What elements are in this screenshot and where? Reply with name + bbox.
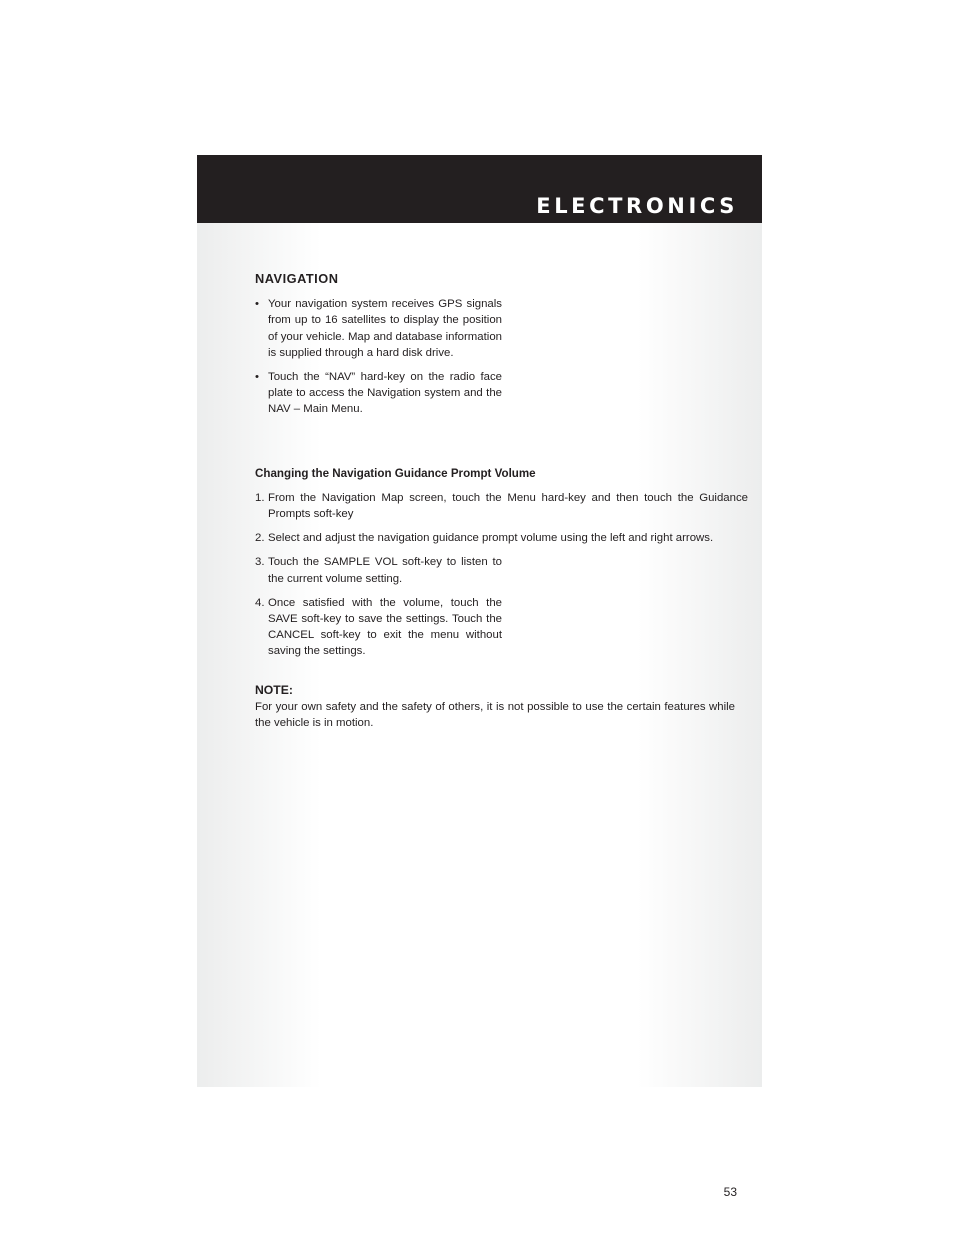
step-text: Once satisfied with the volume, touch the SAVE soft-key to save the settings. Touch the CANCEL soft-key to exit the menu without saving the settings. xyxy=(268,596,502,658)
step-text: Touch the SAMPLE VOL soft-key to listen to the current volume setting. xyxy=(268,556,502,585)
step-text: From the Navigation Map screen, touch the Menu hard-key and then touch the Guidance Prompts soft-key xyxy=(268,491,748,521)
guidance-step xyxy=(255,530,748,546)
guidance-step xyxy=(255,595,502,660)
note-title: NOTE: xyxy=(255,682,293,697)
step-number: 3. xyxy=(255,556,265,569)
step-text: Select and adjust the navigation guidance prompt volume using the left and right arrows. xyxy=(268,532,714,545)
bullet-marker: • xyxy=(255,371,259,384)
navigation-heading: NAVIGATION xyxy=(255,271,339,286)
navigation-bullet xyxy=(255,296,502,361)
guidance-heading: Changing the Navigation Guidance Prompt Volume xyxy=(255,466,536,480)
header-bar xyxy=(197,155,762,223)
navigation-bullet xyxy=(255,369,502,418)
bullet-text: Touch the “NAV” hard-key on the radio face plate to access the Navigation system and the NAV – Main Menu. xyxy=(268,371,502,416)
manual-page xyxy=(197,155,762,1199)
step-number: 2. xyxy=(255,532,265,545)
guidance-step xyxy=(255,554,502,586)
step-number: 4. xyxy=(255,596,265,609)
page-content xyxy=(255,271,748,731)
page-number: 53 xyxy=(723,1185,737,1199)
guidance-step xyxy=(255,490,748,522)
step-number: 1. xyxy=(255,491,265,504)
note-body: For your own safety and the safety of others, it is not possible to use the certain features while the vehicle is in motion. xyxy=(255,700,735,730)
bullet-marker: • xyxy=(255,298,259,311)
section-title: ELECTRONICS xyxy=(536,194,738,218)
bullet-text: Your navigation system receives GPS signals from up to 16 satellites to display the position of your vehicle. Map and database information is supplied through a hard disk drive. xyxy=(268,298,502,359)
